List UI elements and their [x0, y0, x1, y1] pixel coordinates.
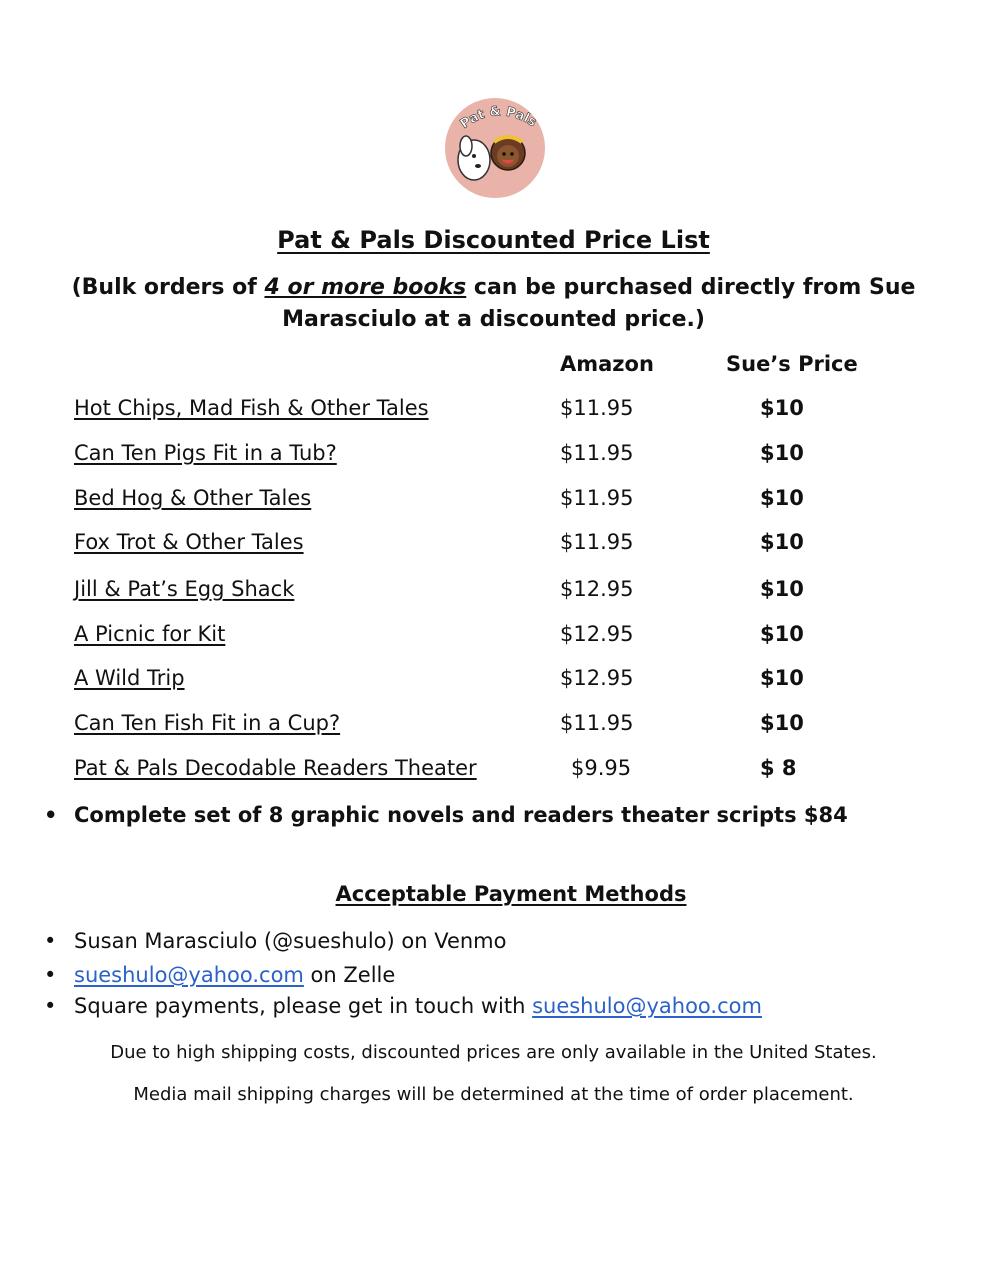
book-sue-price: $10 [760, 622, 804, 646]
book-sue-price: $10 [760, 577, 804, 601]
book-title[interactable]: A Picnic for Kit [74, 622, 226, 646]
book-row [0, 441, 987, 471]
book-amazon-price: $11.95 [560, 396, 634, 420]
payment-item-square [44, 994, 762, 1018]
book-title[interactable]: Fox Trot & Other Tales [74, 530, 304, 554]
book-title[interactable]: Can Ten Pigs Fit in a Tub? [74, 441, 337, 465]
book-row [0, 666, 987, 696]
logo-icon [440, 98, 550, 198]
pat-and-pals-logo [440, 98, 550, 198]
payment-item-venmo [44, 929, 507, 953]
book-amazon-price: $12.95 [560, 577, 634, 601]
subtitle-emphasis: 4 or more books [264, 275, 467, 300]
book-row [0, 396, 987, 426]
square-text: Square payments, please get in touch with [74, 994, 533, 1018]
logo-text: Pat & Pals [457, 104, 539, 132]
book-title[interactable]: Bed Hog & Other Tales [74, 486, 312, 510]
book-row [0, 486, 987, 516]
book-sue-price: $10 [760, 711, 804, 735]
book-title[interactable]: Pat & Pals Decodable Readers Theater [74, 756, 477, 780]
subtitle-prefix: (Bulk orders of [71, 275, 265, 300]
bullet-icon: • [44, 803, 58, 827]
complete-set-text: Complete set of 8 graphic novels and readers theater scripts $84 [74, 803, 848, 827]
book-row [0, 622, 987, 652]
payment-item-zelle [44, 963, 395, 987]
book-row [0, 577, 987, 607]
bullet-icon: • [44, 963, 57, 987]
complete-set-item [44, 803, 848, 827]
book-amazon-price: $11.95 [560, 711, 634, 735]
page-title: Pat & Pals Discounted Price List [277, 226, 710, 254]
book-title[interactable]: Can Ten Fish Fit in a Cup? [74, 711, 341, 735]
book-sue-price: $10 [760, 486, 804, 510]
book-sue-price: $10 [760, 666, 804, 690]
book-amazon-price: $11.95 [560, 486, 634, 510]
book-amazon-price: $9.95 [571, 756, 632, 780]
book-sue-price: $10 [760, 396, 804, 420]
book-amazon-price: $11.95 [560, 530, 634, 554]
shipping-note: Due to high shipping costs, discounted prices are only available in the United States. [110, 1042, 877, 1063]
book-amazon-price: $12.95 [560, 622, 634, 646]
column-header-amazon: Amazon [560, 352, 654, 376]
book-title[interactable]: Hot Chips, Mad Fish & Other Tales [74, 396, 429, 420]
book-row [0, 530, 987, 560]
book-sue-price: $ 8 [760, 756, 797, 780]
book-sue-price: $10 [760, 441, 804, 465]
bullet-icon: • [44, 929, 57, 953]
zelle-suffix: on Zelle [303, 963, 396, 987]
venmo-text: Susan Marasciulo (@sueshulo) on Venmo [74, 929, 507, 953]
media-mail-note: Media mail shipping charges will be determined at the time of order placement. [133, 1084, 854, 1105]
book-title[interactable]: A Wild Trip [74, 666, 185, 690]
subtitle [70, 272, 917, 336]
subtitle-suffix: can be purchased directly from Sue Marasciulo at a discounted price.) [282, 275, 916, 332]
book-row [0, 756, 987, 786]
bullet-icon: • [44, 994, 57, 1018]
book-amazon-price: $12.95 [560, 666, 634, 690]
square-email-link[interactable]: sueshulo@yahoo.com [532, 994, 762, 1018]
zelle-email-link[interactable]: sueshulo@yahoo.com [74, 963, 304, 987]
column-header-sue-price: Sue’s Price [726, 352, 858, 376]
book-sue-price: $10 [760, 530, 804, 554]
book-amazon-price: $11.95 [560, 441, 634, 465]
book-row [0, 711, 987, 741]
payment-methods-heading: Acceptable Payment Methods [335, 882, 687, 906]
book-title[interactable]: Jill & Pat’s Egg Shack [74, 577, 295, 601]
